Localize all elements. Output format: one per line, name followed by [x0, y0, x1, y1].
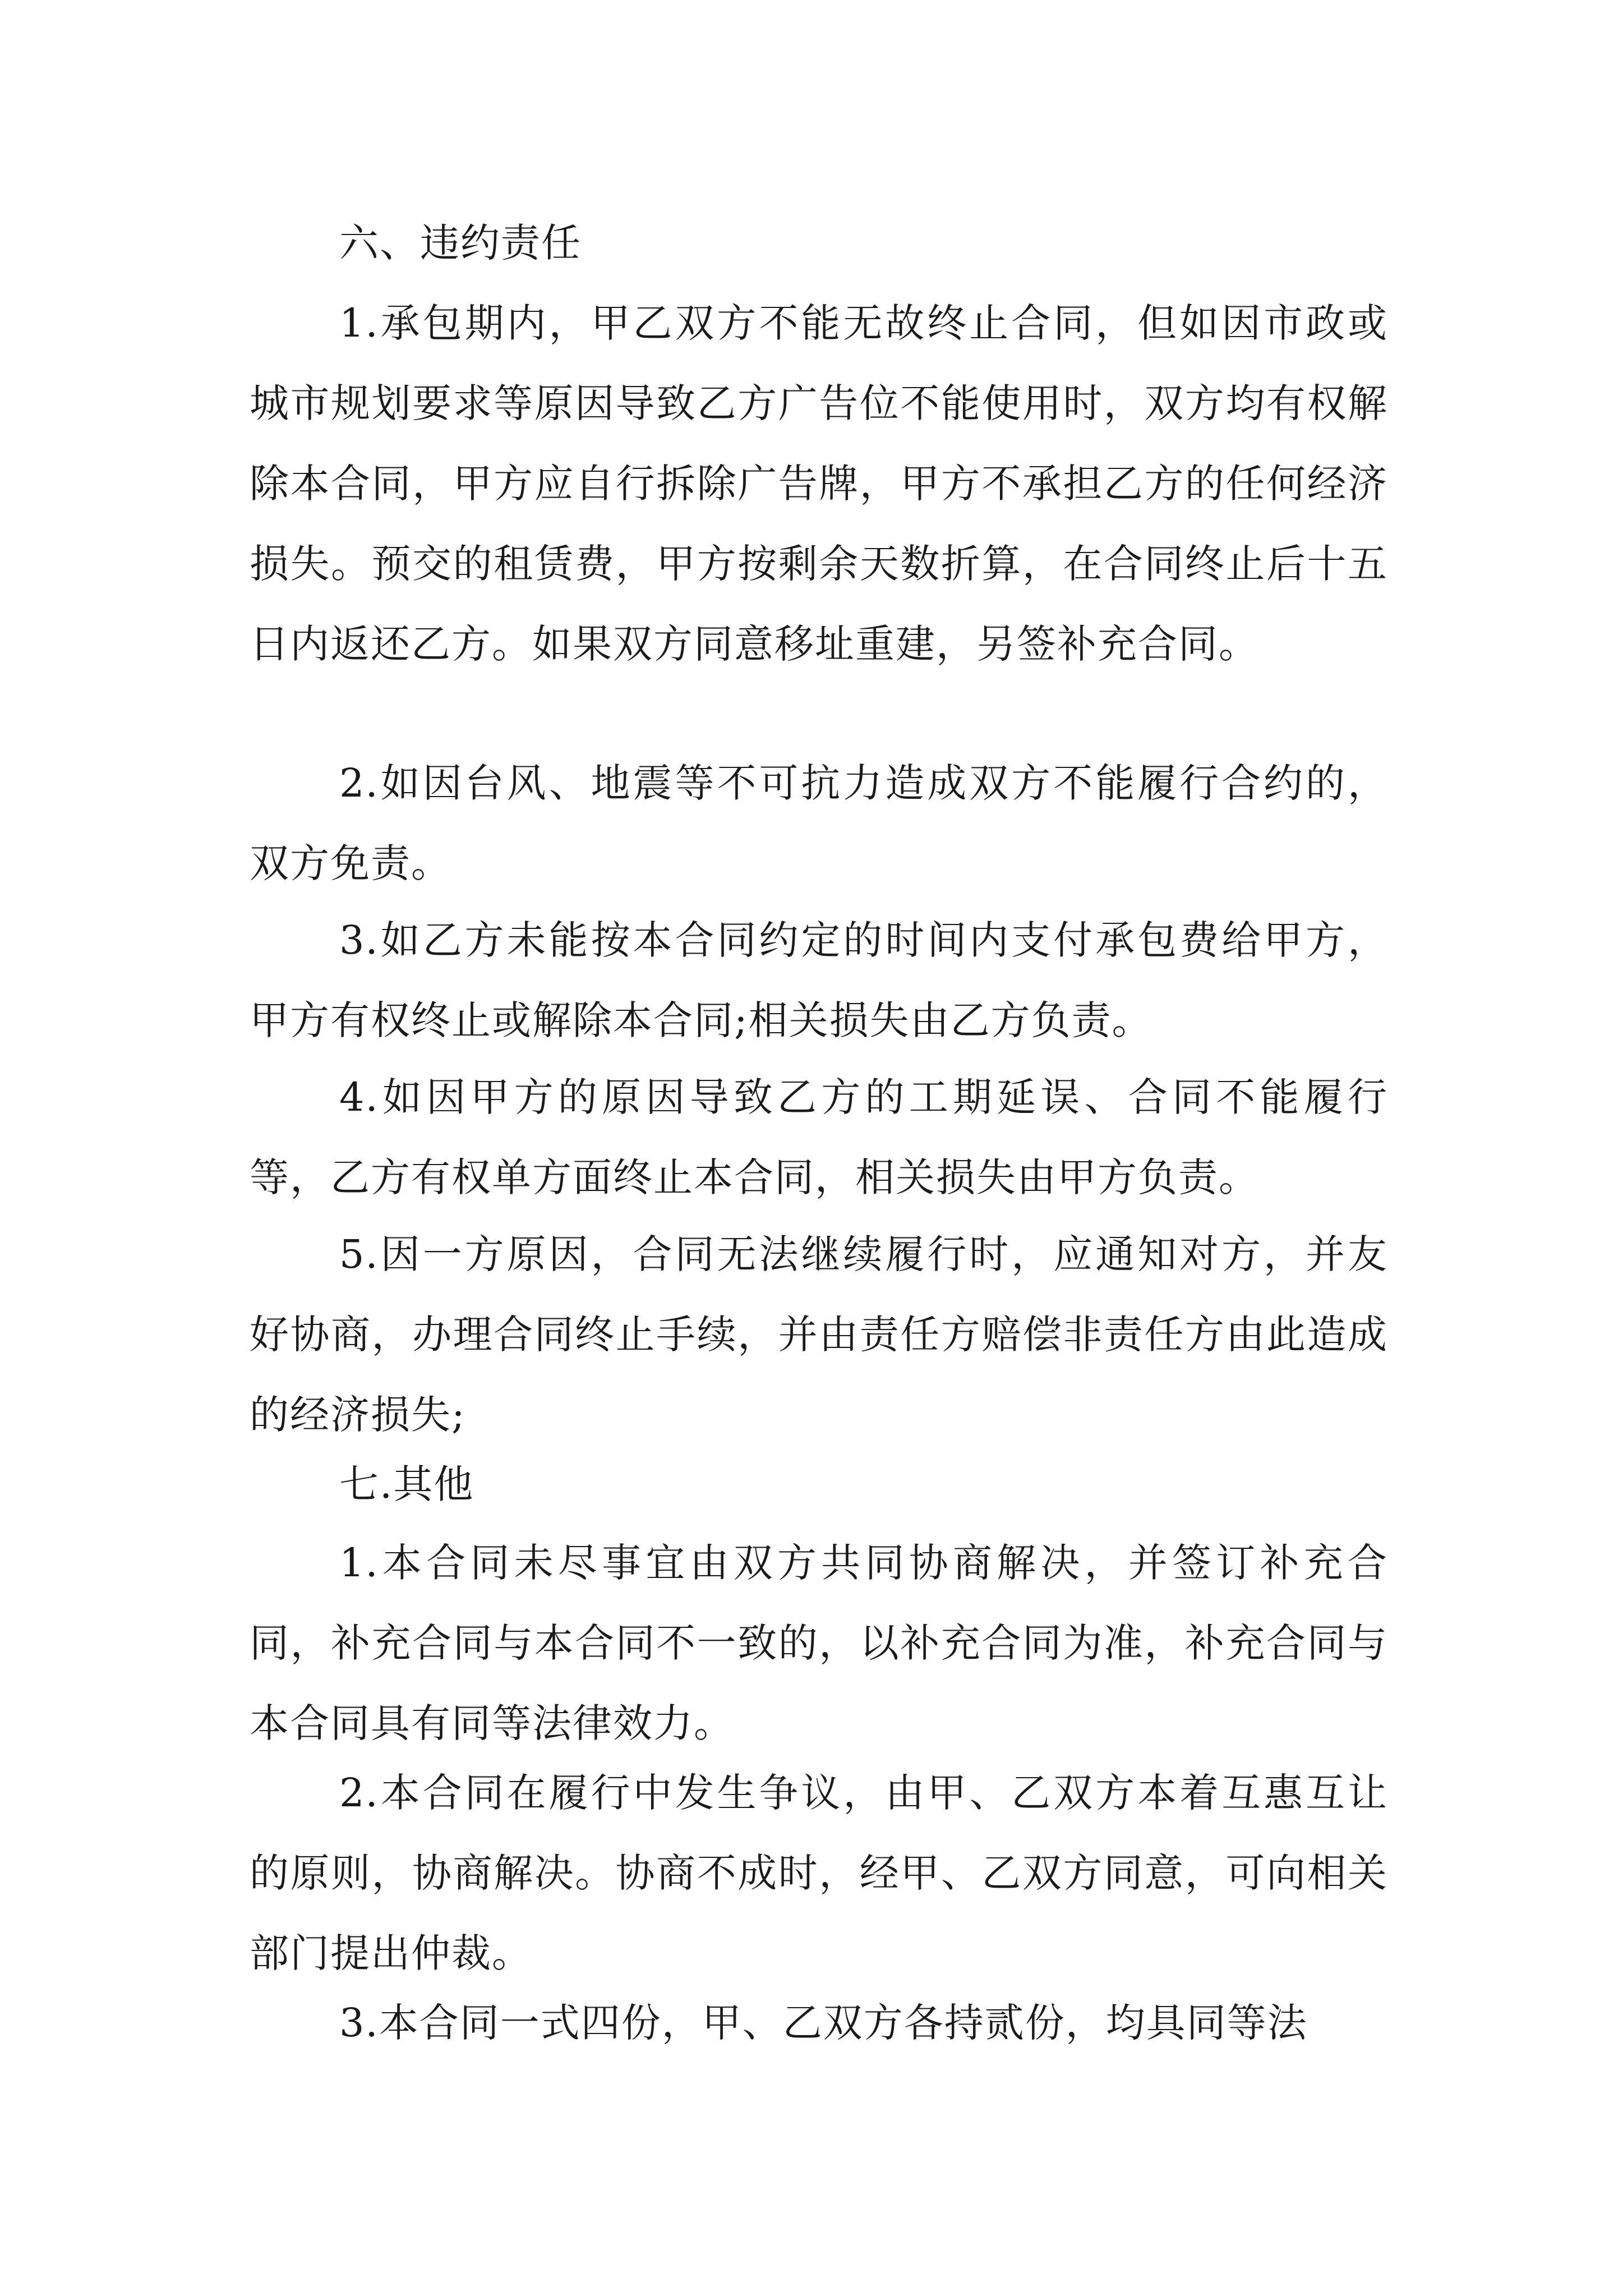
paragraph-clause-7-3: 3.本合同一式四份，甲、乙双方各持贰份，均具同等法 [339, 2000, 1308, 2046]
paragraph-clause-6-3: 3.如乙方未能按本合同约定的时间内支付承包费给甲方，甲方有权终止或解除本合同;相关损失由乙方负责。 [250, 917, 1388, 1043]
paragraph-clause-6-1: 1.承包期内，甲乙双方不能无故终止合同，但如因市政或城市规划要求等原因导致乙方广告位不能使用时，双方均有权解除本合同，甲方应自行拆除广告牌，甲方不承担乙方的任何经济损失。预交的租赁费，甲方按剩余天数折算，在合同终止后十五日内返还乙方。如果双方同意移址重建，另签补充合同。 [250, 300, 1388, 667]
section-heading-breach-liability: 六、违约责任 [339, 220, 582, 266]
paragraph-clause-7-2: 2.本合同在履行中发生争议，由甲、乙双方本着互惠互让的原则，协商解决。协商不成时，经甲、乙双方同意，可向相关部门提出仲裁。 [250, 1770, 1388, 1976]
paragraph-clause-7-1: 1.本合同未尽事宜由双方共同协商解决，并签订补充合同，补充合同与本合同不一致的，以补充合同为准，补充合同与本合同具有同等法律效力。 [250, 1540, 1388, 1746]
paragraph-clause-6-2: 2.如因台风、地震等不可抗力造成双方不能履行合约的，双方免责。 [250, 760, 1388, 886]
section-heading-other: 七.其他 [339, 1461, 474, 1507]
paragraph-clause-6-4: 4.如因甲方的原因导致乙方的工期延误、合同不能履行等，乙方有权单方面终止本合同，相关损失由甲方负责。 [250, 1074, 1388, 1200]
paragraph-clause-6-5: 5.因一方原因，合同无法继续履行时，应通知对方，并友好协商，办理合同终止手续，并由责任方赔偿非责任方由此造成的经济损失; [250, 1231, 1388, 1438]
